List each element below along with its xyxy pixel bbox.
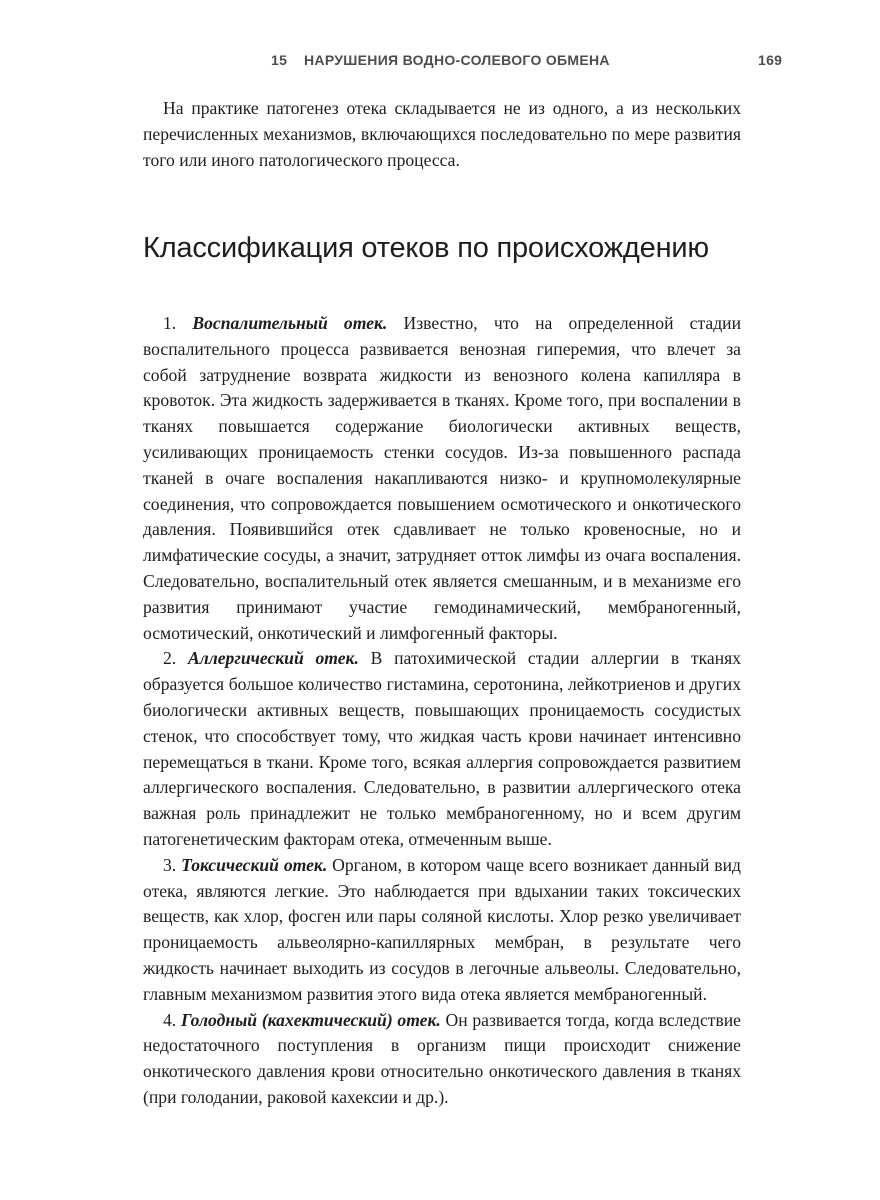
chapter-title: НАРУШЕНИЯ ВОДНО-СОЛЕВОГО ОБМЕНА bbox=[304, 52, 610, 68]
item-text: В патохимической стадии аллергии в тканях образуется большое количество гистамина, серотонина, лейкотриенов и других биологически активных веществ, повышающих проницаемость сосудистых стенок, что способствует тому, что жидкая часть крови начинает интенсивно перемещаться в ткани. Кроме того, всякая аллергия сопровождается развитием аллергического воспаления. Следовательно, в развитии аллергического отека важная роль принадлежит не только мембраногенному, но и всем другим патогенетическим факторам отека, отмеченным выше. bbox=[143, 648, 742, 849]
section-heading: Классификация отеков по происхождению bbox=[143, 232, 709, 264]
list-item bbox=[143, 1008, 741, 1111]
item-term: Воспалительный отек. bbox=[192, 313, 388, 333]
intro-paragraph: На практике патогенез отека складывается не из одного, а из нескольких перечисленных механизмов, включающихся последовательно по мере развития того или иного патологического процесса. bbox=[143, 98, 741, 170]
list-item bbox=[143, 646, 741, 852]
item-term: Голодный (кахектический) отек. bbox=[180, 1009, 441, 1030]
item-number: 1. bbox=[163, 313, 177, 333]
list-item bbox=[143, 311, 741, 646]
list-item bbox=[143, 853, 741, 1008]
item-number: 4. bbox=[163, 1009, 177, 1030]
page-number: 169 bbox=[758, 52, 783, 68]
chapter-number: 15 bbox=[271, 52, 288, 68]
item-number: 2. bbox=[163, 648, 177, 669]
intro-block bbox=[143, 96, 741, 173]
item-text: Органом, в котором чаще всего возникает данный вид отека, являются легкие. Это наблюдается при вдыхании таких токсических веществ, как хлор, фосген или пары соляной кислоты. Хлор резко увеличивает проницаемость альвеолярно-капиллярных мембран, в результате чего жидкость начинает выходить из сосудов в легочные альвеолы. Следовательно, главным механизмом развития этого вида отека является мембраногенный. bbox=[143, 854, 741, 1004]
item-text: Он развивается тогда, когда вследствие недостаточного поступления в организм пищи происходит снижение онкотического давления крови относительно онкотического давления в тканях (при голодании, раковой кахексии и др.). bbox=[143, 1009, 741, 1107]
item-text: Известно, что на определенной стадии воспалительного процесса развивается венозная гиперемия, что влечет за собой затруднение возврата жидкости из венозного колена капилляра в кровоток. Эта жидкость задерживается в тканях. Кроме того, при воспалении в тканях повышается содержание биологически активных веществ, усиливающих проницаемость стенки сосудов. Из-за повышенного распада тканей в очаге воспаления накапливаются низко- и крупномолекулярные соединения, что сопровождается повышением осмотического и онкотического давления. Появившийся отек сдавливает не только кровеносные, но и лимфатические сосуды, а значит, затрудняет отток лимфы из очага воспаления. Следовательно, воспалительный отек является смешанным, и в механизме его развития принимают участие гемодинамический, мембраногенный, осмотический, онкотический и лимфогенный факторы. bbox=[143, 313, 741, 643]
item-term: Токсический отек. bbox=[181, 854, 328, 875]
item-number: 3. bbox=[163, 854, 177, 875]
item-term: Аллергический отек. bbox=[187, 648, 359, 669]
classification-list bbox=[143, 311, 741, 1111]
running-head bbox=[0, 52, 880, 74]
